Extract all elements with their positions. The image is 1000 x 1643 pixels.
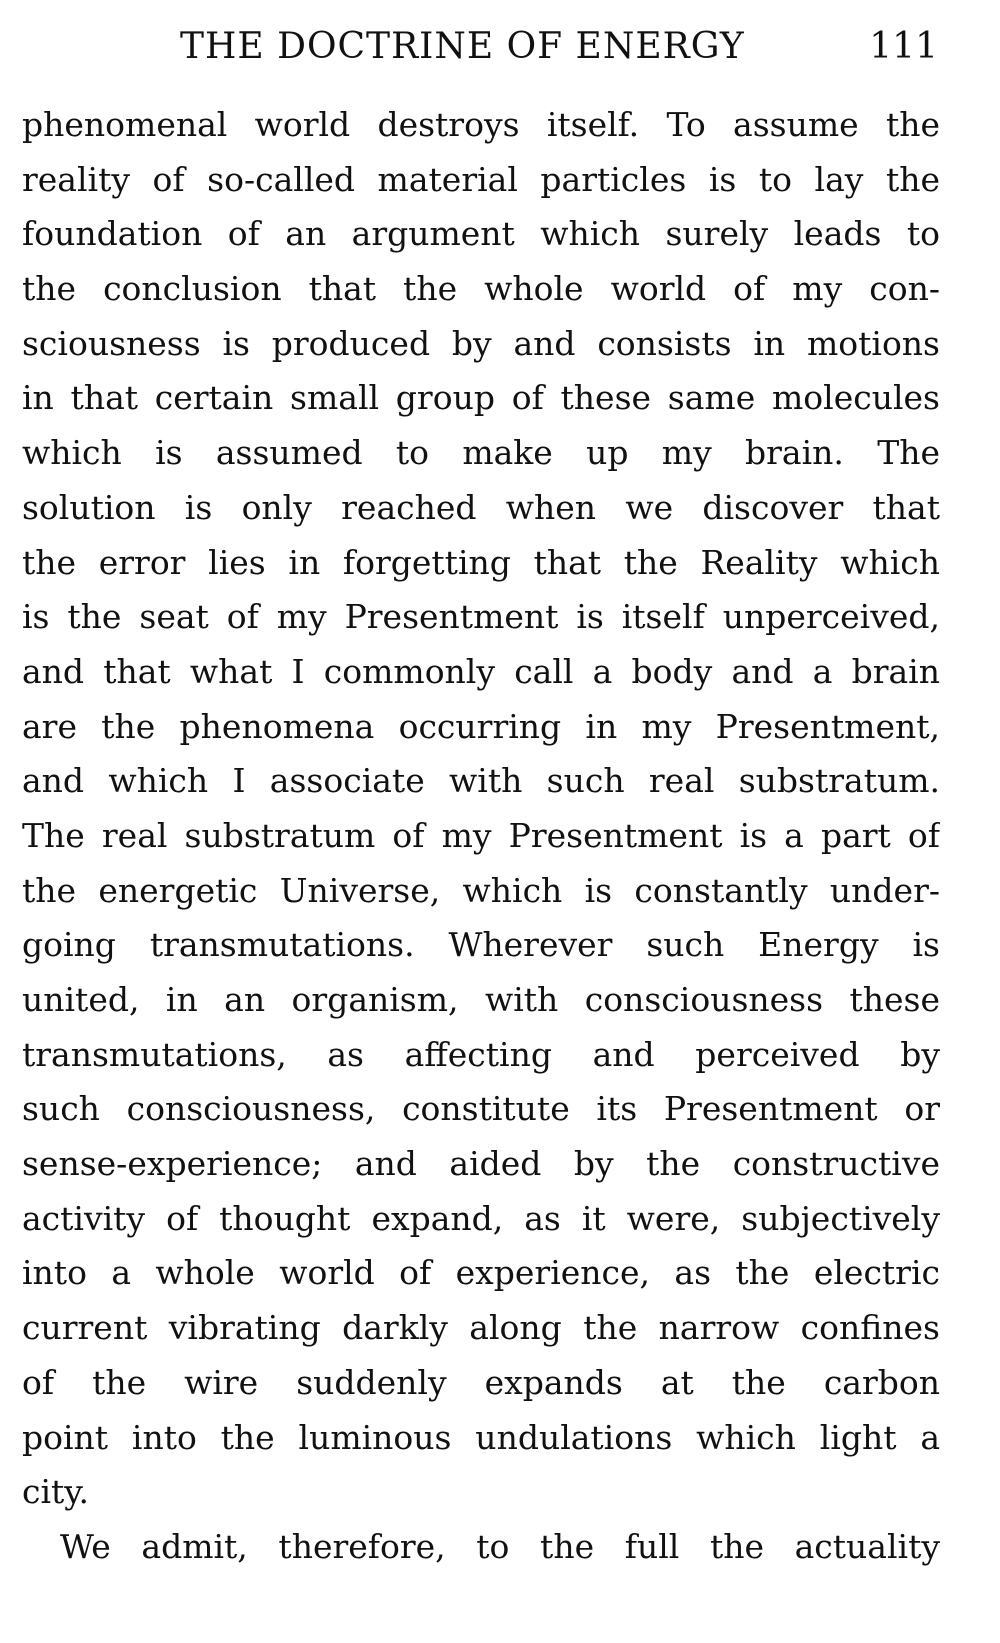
text-line: in that certain small group of these same molecules (22, 378, 940, 418)
text-line: reality of so-called material particles is to lay the (22, 159, 940, 199)
text-line: which is assumed to make up my brain. The (22, 433, 940, 473)
text-line: united, in an organism, with consciousness these (22, 980, 940, 1019)
text-line: activity of thought expand, as it were, subjectively (22, 1198, 940, 1238)
text-line: transmutations, as affecting and perceived by (22, 1034, 940, 1074)
text-line: into a whole world of experience, as the electric (22, 1253, 940, 1293)
text-line: The real substratum of my Presentment is a part of (22, 815, 940, 855)
text-line: the conclusion that the whole world of my con- (22, 269, 940, 309)
text-line: city. (22, 1472, 90, 1512)
text-line: We admit, therefore, to the full the actuality (60, 1526, 940, 1566)
text-line: the energetic Universe, which is constantly under- (22, 870, 940, 910)
text-line: such consciousness, constitute its Presentment or (22, 1089, 940, 1129)
text-line: and which I associate with such real substratum. (22, 761, 940, 801)
running-header (0, 18, 1000, 78)
text-line: phenomenal world destroys itself. To assume the (22, 105, 940, 144)
paragraph (22, 98, 940, 1520)
text-line: sense-experience; and aided by the constructive (22, 1144, 940, 1184)
text-line: current vibrating darkly along the narrow confines (22, 1308, 940, 1348)
text-line: sciousness is produced by and consists in motions (22, 323, 940, 363)
text-line: going transmutations. Wherever such Energy is (22, 925, 940, 965)
text-line: the error lies in forgetting that the Reality which (22, 542, 940, 582)
text-line: of the wire suddenly expands at the carbon (22, 1362, 940, 1402)
text-line: are the phenomena occurring in my Presentment, (22, 706, 940, 746)
text-line: and that what I commonly call a body and a brain (22, 651, 940, 691)
text-line: solution is only reached when we discover that (22, 487, 940, 527)
page-number: 111 (869, 26, 938, 67)
body-text (22, 98, 940, 1575)
text-line: foundation of an argument which surely leads to (22, 214, 940, 254)
paragraph (22, 1520, 940, 1575)
running-title: THE DOCTRINE OF ENERGY (180, 26, 745, 67)
text-line: point into the luminous undulations which light a (22, 1417, 940, 1457)
text-line: is the seat of my Presentment is itself unperceived, (22, 597, 940, 637)
